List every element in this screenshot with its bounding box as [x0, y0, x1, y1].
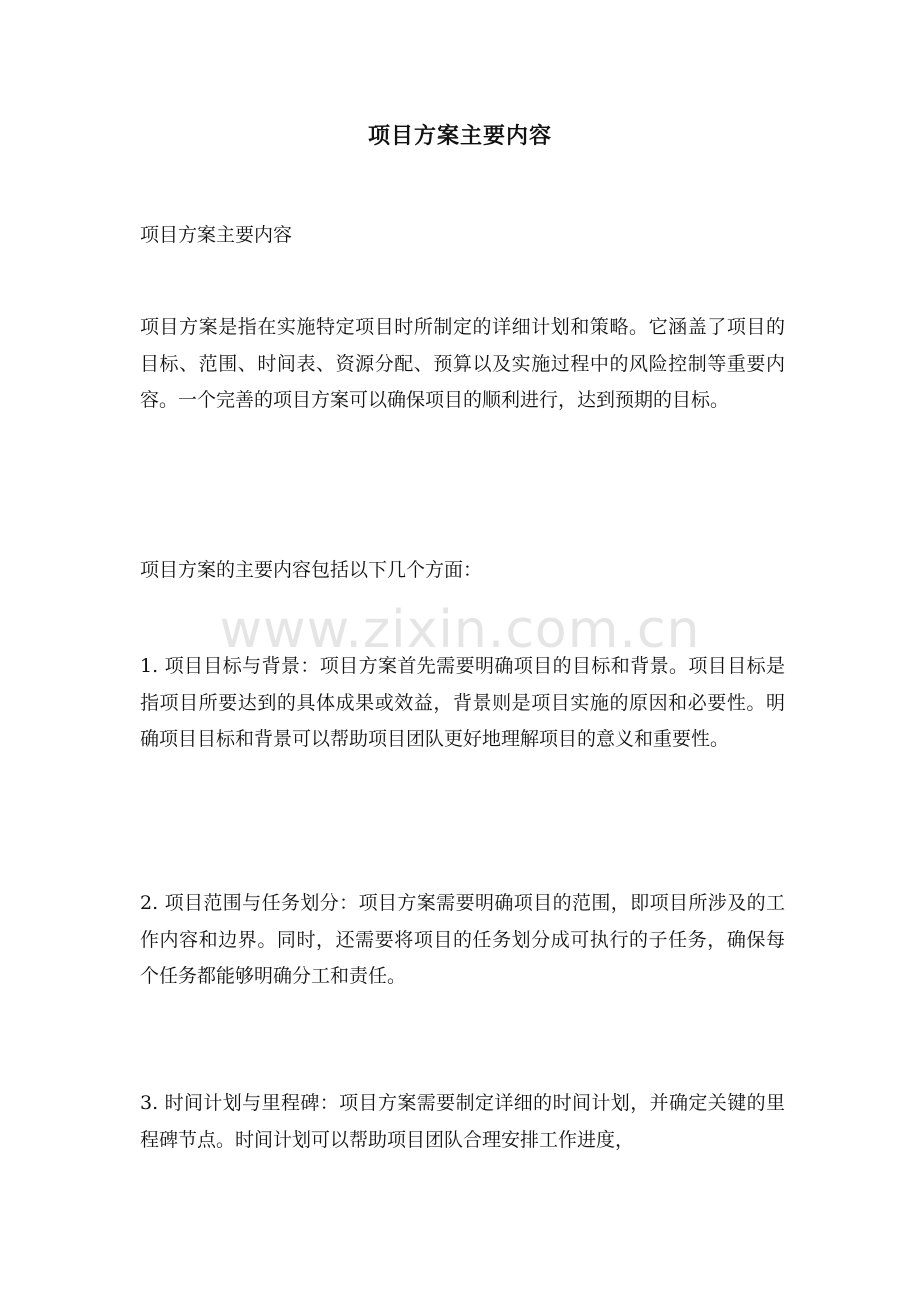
- document-subtitle: 项目方案主要内容: [140, 224, 293, 246]
- paragraph-item-2: 2. 项目范围与任务划分：项目方案需要明确项目的范围，即项目所涉及的工作内容和边界。同时，还需要将项目的任务划分成可执行的子任务，确保每个任务都能够明确分工和责任。: [140, 892, 785, 987]
- document-title: 项目方案主要内容: [367, 123, 552, 149]
- paragraph-intro: 项目方案是指在实施特定项目时所制定的详细计划和策略。它涵盖了项目的目标、范围、时间表、资源分配、预算以及实施过程中的风险控制等重要内容。一个完善的项目方案可以确保项目的顺利进行，达到预期的目标。: [140, 316, 785, 411]
- watermark: www.zixin.com.cn: [219, 600, 701, 660]
- paragraph-item-3: 3. 时间计划与里程碑：项目方案需要制定详细的时间计划，并确定关键的里程碑节点。时间计划可以帮助项目团队合理安排工作进度，: [140, 1092, 785, 1151]
- paragraph-overview: 项目方案的主要内容包括以下几个方面：: [140, 559, 483, 581]
- paragraph-item-1: 1. 项目目标与背景：项目方案首先需要明确项目的目标和背景。项目目标是指项目所要达到的具体成果或效益，背景则是项目实施的原因和必要性。明确项目目标和背景可以帮助项目团队更好地理解项目的意义和重要性。: [140, 655, 785, 750]
